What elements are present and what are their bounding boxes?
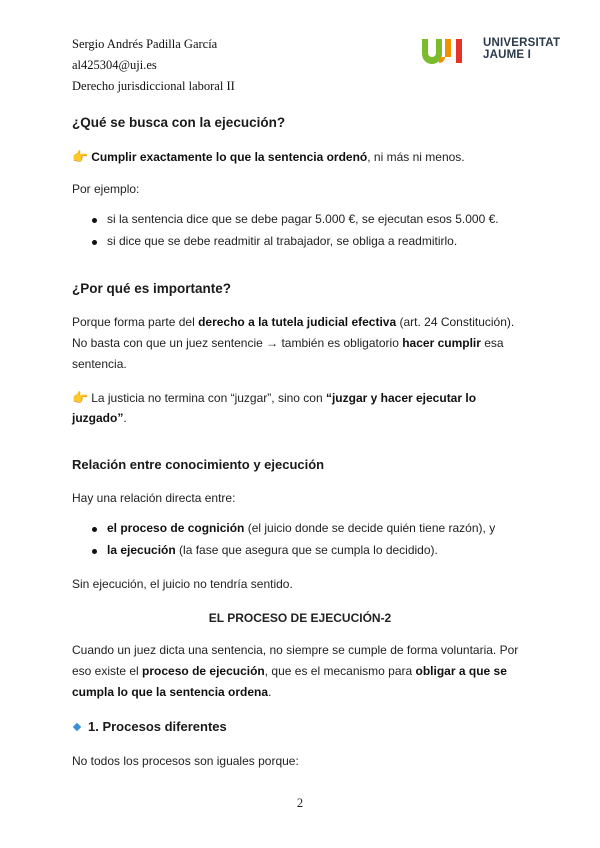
text-run-bold: juzgado”: [72, 411, 124, 425]
text-run: No basta con que un juez sentencie → también es obligatorio: [72, 336, 403, 350]
section4-paragraph-line-2: [72, 661, 507, 682]
lead-rest: , ni más ni menos.: [367, 150, 465, 164]
text-run: eso existe el: [72, 664, 143, 678]
uji-logo-text: [483, 37, 560, 61]
bullet-dot-icon: [92, 240, 97, 245]
subsection-title: [72, 719, 227, 734]
text-run: (art. 24 Constitución).: [396, 315, 515, 329]
text-run: esa: [480, 336, 504, 350]
blue-diamond-icon: [73, 723, 81, 731]
list-item-text: [107, 521, 495, 535]
text-run: .: [268, 685, 272, 699]
section3-intro: Hay una relación directa entre:: [72, 491, 236, 505]
list-item-text: si dice que se debe readmitir al trabajador, se obliga a readmitirlo.: [107, 234, 458, 248]
logo-line-2: JAUME I: [483, 49, 532, 61]
section2-paragraph-line-1: [72, 312, 514, 333]
section4-paragraph-line-1: Cuando un juez dicta una sentencia, no siempre se cumple de forma voluntaria. Por: [72, 643, 519, 657]
section1-lead: [72, 146, 465, 168]
list-item-text: si la sentencia dice que se debe pagar 5.000 €, se ejecutan esos 5.000 €.: [107, 212, 499, 226]
page-number: 2: [296, 796, 304, 810]
text-run-bold: proceso de ejecución: [142, 664, 265, 678]
section-heading-proceso: EL PROCESO DE EJECUCIÓN-2: [208, 611, 392, 625]
section-title-ejecucion: ¿Qué se busca con la ejecución?: [72, 115, 286, 130]
section2-quote-line-1: [72, 387, 476, 409]
uji-logo-mark: [421, 36, 479, 66]
lead-bold: Cumplir exactamente lo que la sentencia ordenó: [91, 150, 368, 164]
section3-closing: Sin ejecución, el juicio no tendría sentido.: [72, 577, 293, 591]
section4-paragraph-line-3: [72, 682, 271, 703]
text-run-bold: derecho a la tutela judicial efectiva: [198, 315, 397, 329]
bullet-dot-icon: [92, 527, 97, 532]
example-intro: Por ejemplo:: [72, 182, 140, 196]
text-run: (la fase que asegura que se cumpla lo decidido).: [175, 543, 438, 557]
section2-paragraph-line-2: [72, 333, 504, 354]
text-run: (el juicio donde se decide quién tiene razón), y: [244, 521, 496, 535]
bullet-dot-icon: [92, 218, 97, 223]
author-name: Sergio Andrés Padilla García: [72, 37, 218, 51]
pointing-hand-icon: 👉: [72, 390, 89, 405]
text-run-bold: el proceso de cognición: [107, 521, 245, 535]
text-run: .: [123, 411, 127, 425]
text-run-bold: obligar a que se: [415, 664, 507, 678]
list-item-text: [107, 543, 438, 557]
text-run-bold: cumpla lo que la sentencia ordena: [72, 685, 269, 699]
subsection-title-text: 1. Procesos diferentes: [88, 719, 227, 734]
text-run-bold: la ejecución: [107, 543, 176, 557]
pointing-hand-icon: 👉: [72, 149, 89, 164]
subsection-intro: No todos los procesos son iguales porque:: [72, 754, 299, 768]
text-run-bold: “juzgar y hacer ejecutar lo: [325, 391, 477, 405]
text-run-bold: hacer cumplir: [402, 336, 481, 350]
section-title-relacion: Relación entre conocimiento y ejecución: [72, 457, 325, 472]
text-run: Porque forma parte del: [72, 315, 199, 329]
bullet-dot-icon: [92, 549, 97, 554]
text-run: La justicia no termina con “juzgar”, sino con: [91, 391, 326, 405]
course-name: Derecho jurisdiccional laboral II: [72, 79, 235, 93]
document-header: [72, 34, 235, 97]
section2-quote-line-2: [72, 408, 127, 429]
author-email: al425304@uji.es: [72, 58, 157, 72]
section2-paragraph-line-3: sentencia.: [72, 357, 127, 371]
text-run: , que es el mecanismo para: [264, 664, 416, 678]
logo-line-1: UNIVERSITAT: [483, 37, 561, 49]
section-title-importante: ¿Por qué es importante?: [72, 281, 232, 296]
uji-logo: [421, 36, 571, 66]
